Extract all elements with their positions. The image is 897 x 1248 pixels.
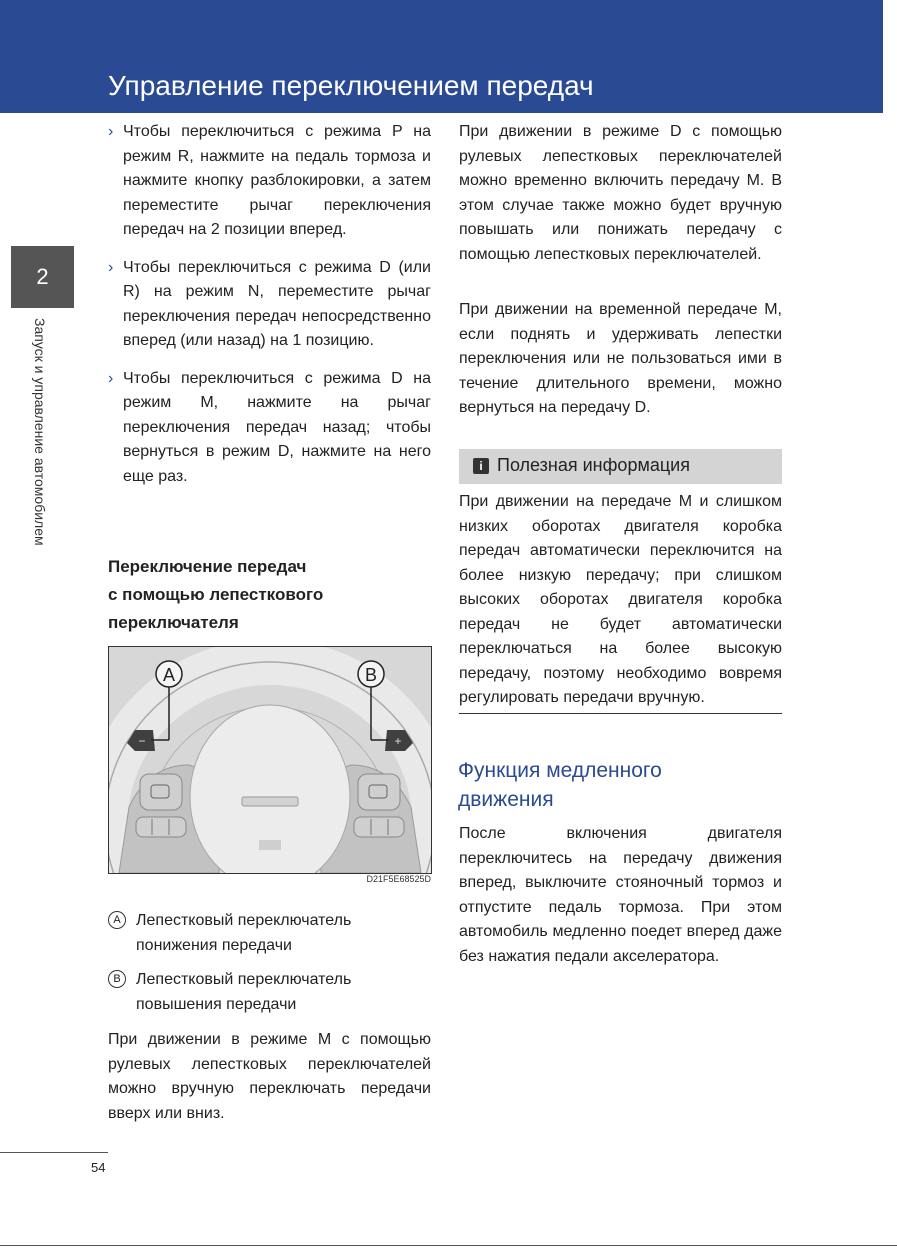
paddle-plus-symbol: +: [394, 734, 402, 748]
bullet-item: [108, 367, 431, 490]
chapter-side-label: Запуск и управление автомобилем: [32, 318, 48, 546]
info-box-divider: [459, 713, 782, 714]
page-number: 54: [91, 1160, 106, 1175]
subheading-line: переключателя: [108, 613, 239, 632]
info-icon: i: [473, 458, 489, 474]
bullet-text: Чтобы переключиться с режима D на режим M, нажмите на рычаг переключения передач назад; чтобы вернуться в режим D, нажмите на него еще раз.: [123, 369, 431, 485]
left-column-bullets: [108, 120, 431, 502]
bottom-edge-line: [0, 1245, 897, 1246]
slow-driving-heading: [458, 756, 662, 814]
legend-line: повышения передачи: [136, 995, 297, 1013]
subheading-line: Переключение передач: [108, 557, 307, 576]
info-box-header: [459, 449, 782, 484]
legend-line: Лепестковый переключатель: [136, 971, 352, 988]
chapter-number: 2: [36, 264, 49, 289]
chapter-tab: [11, 246, 74, 308]
info-box-text: При движении на передаче M и слишком низких оборотах двигателя коробка передач автоматически переключится на более низкую передачу; при слишком высоких оборотах двигателя коробка передач не будет автоматически переключаться на более высокую передачу, поэтому необходимо вовремя регулировать передачи вручную.: [459, 493, 782, 706]
bullet-item: [108, 256, 431, 354]
footer-divider: [0, 1152, 108, 1153]
heading-line: движения: [458, 788, 554, 811]
steering-wheel-illustration: [109, 647, 431, 873]
bullet-text: Чтобы переключиться с режима P на режим R, нажмите на педаль тормоза и нажмите кнопку разблокировки, а затем переместите рычаг переключения передач на 2 позиции вперед.: [123, 123, 431, 238]
heading-line: Функция медленного: [458, 759, 662, 782]
callout-a-label: A: [162, 665, 176, 685]
header-bar: [0, 0, 883, 113]
legend-line: понижения передачи: [136, 936, 292, 954]
legend-line: Лепестковый переключатель: [136, 912, 352, 929]
section-subheading: [108, 553, 438, 637]
bullet-text: Чтобы переключиться с режима D (или R) на режим N, переместите рычаг переключения передач непосредственно вперед (или назад) на 1 позицию.: [123, 258, 431, 349]
legend-mark-b-icon: B: [108, 970, 126, 988]
figure-code: D21F5E68525D: [366, 874, 431, 884]
bullet-chevron-icon: ›: [108, 258, 114, 276]
paddle-minus-symbol: −: [138, 734, 146, 748]
page-title: Управление переключением передач: [108, 70, 594, 101]
manual-mode-paragraph: При движении в режиме M с помощью рулевых лепестковых переключателей можно вручную переключать передачи вверх или вниз.: [108, 1031, 431, 1122]
subheading-line: с помощью лепесткового: [108, 585, 324, 604]
slow-driving-paragraph: После включения двигателя переключитесь на передачу движения вперед, выключите стояночный тормоз и отпустите педаль тормоза. При этом автомобиль медленно поедет вперед даже без нажатия педали акселератора.: [459, 825, 782, 965]
legend-item-b: [108, 968, 438, 1017]
bullet-chevron-icon: ›: [108, 123, 114, 140]
return-to-d-paragraph: При движении на временной передаче M, если поднять и удерживать лепестки переключения или не пользоваться ими в течение длительного времени, можно вернуться на передачу D.: [459, 301, 782, 416]
bullet-item: [108, 120, 431, 243]
header-edge: [883, 0, 897, 113]
bullet-chevron-icon: ›: [108, 369, 114, 387]
legend-mark-a-icon: A: [108, 911, 126, 929]
legend-item-a: [108, 909, 438, 958]
info-box-label: Полезная информация: [497, 455, 690, 475]
callout-b-label: B: [364, 665, 378, 685]
temporary-m-paragraph: При движении в режиме D с помощью рулевых лепестковых переключателей можно временно включить передачу M. В этом случае также можно будет вручную повышать или понижать передачу с помощью лепестковых переключателей.: [459, 123, 782, 263]
steering-wheel-figure: [108, 646, 432, 874]
